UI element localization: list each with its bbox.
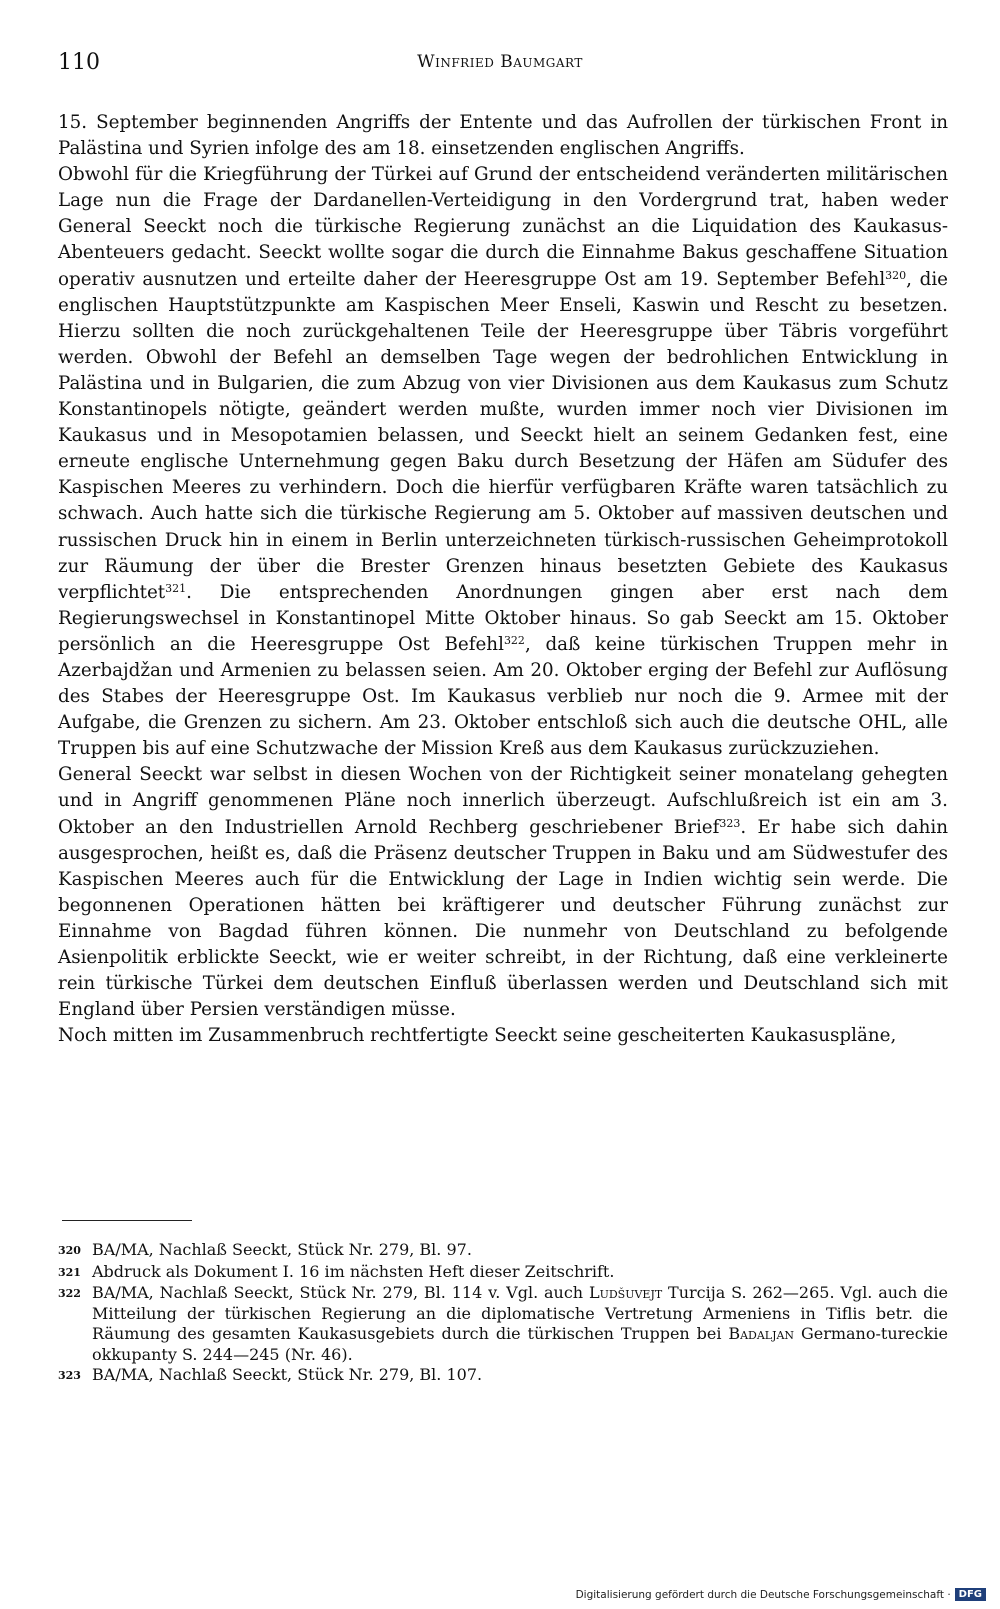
footnote-323 [58,1365,948,1387]
footnote-text: BA/MA, Nachlaß Seeckt, Stück Nr. 279, Bl. 107. [92,1365,483,1384]
footnote-number: 323 [58,1369,81,1382]
credit-text: Digitalisierung gefördert durch die Deutsche Forschungsgemeinschaft · [575,1588,951,1601]
footnote-rule [62,1220,192,1221]
footnote-ref-321[interactable]: 321 [165,581,187,595]
footnote-number: 322 [58,1287,81,1300]
dfg-logo-icon: DFG [955,1588,986,1601]
author-name: Badaljan [728,1324,795,1343]
page-number: 110 [58,50,100,75]
body-text [58,110,948,1049]
footnote-number: 320 [58,1244,81,1257]
paragraph-3: General Seeckt war selbst in diesen Wochen von der Richtigkeit seiner monatelang gehegten und in Angriff genommenen Pläne noch innerlich überzeugt. Aufschlußreich ist ein am 3. Oktober an den Industriellen Arnold Rechberg geschriebener Brief$^{323}$. Er habe sich dahin ausgesprochen, heißt es, daß die Präsenz deutscher Truppen in Baku und am Südwestufer des Kaspischen Meeres auch für die Entwicklung der Lage in Indien wichtig sein werde. Die begonnenen Operationen hätten bei kräftigerer und deutscher Führung zunächst zur Einnahme von Bagdad führen können. Die nunmehr von Deutschland zu befolgende Asienpolitik erblickte Seeckt, wie er weiter schreibt, in der Richtung, daß eine verkleinerte rein türkische Türkei dem deutschen Einfluß überlassen werden und Deutschland sich mit England über Persien verständigen müsse. [58,764,948,1021]
footnote-321 [58,1262,948,1284]
author-name: Ludšuvejt [588,1283,663,1302]
footnote-ref-322[interactable]: 322 [503,633,525,647]
footnote-text: BA/MA, Nachlaß Seeckt, Stück Nr. 279, Bl. 114 v. Vgl. auch Ludšuvejt Turcija S. 262—265. Vgl. auch die Mitteilung der türkischen Regierung an die diplomatische Vertretung Armeniens in Tiflis betr. die Räumung des gesamten Kaukasusgebiets durch die türkischen Truppen bei Badaljan Germano-tureckie okkupanty S. 244—245 (Nr. 46). [92,1283,949,1364]
running-head: Winfried Baumgart [417,52,583,72]
footnote-number: 321 [58,1265,81,1279]
footnote-320 [58,1240,948,1262]
footnote-ref-323[interactable]: 323 [719,816,741,830]
paragraph-2: Obwohl für die Kriegführung der Türkei auf Grund der entscheidend veränderten militärischen Lage nun die Frage der Dardanellen-Verteidigung in den Vordergrund trat, haben weder General Seeckt noch die türkische Regierung zunächst an die Liquidation des Kaukasus-Abenteuers gedacht. Seeckt wollte sogar die durch die Einnahme Bakus geschaffene Situation operativ ausnutzen und erteilte daher der Heeresgruppe Ost am 19. September Befehl$^{320}$, die englischen Hauptstützpunkte am Kaspischen Meer Enseli, Kaswin und Rescht zu besetzen. Hierzu sollten die noch zurückgehaltenen Teile der Heeresgruppe über Täbris vorgeführt werden. Obwohl der Befehl an demselben Tage wegen der bedrohlichen Entwicklung in Palästina und in Bulgarien, die zum Abzug von vier Divisionen aus dem Kaukasus zum Schutz Konstantinopels nötigte, geändert werden mußte, wurden immer noch vier Divisionen im Kaukasus und in Mesopotamien belassen, und Seeckt hielt an seinem Gedanken fest, eine erneute englische Unternehmung gegen Baku durch Besetzung der Häfen am Südufer des Kaspischen Meeres zu verhindern. Doch die hierfür verfügbaren Kräfte waren tatsächlich zu schwach. Auch hatte sich die türkische Regierung am 5. Oktober auf massiven deutschen und russischen Druck hin in einem in Berlin unterzeichneten türkisch-russischen Geheimprotokoll zur Räumung der über die Brester Grenzen hinaus besetzten Gebiete des Kaukasus verpflichtet$^{321}$. Die entsprechenden Anordnungen gingen aber erst nach dem Regierungswechsel in Konstantinopel Mitte Oktober hinaus. So gab Seeckt am 15. Oktober persönlich an die Heeresgruppe Ost Befehl$^{322}$, daß keine türkischen Truppen mehr in Azerbajdžan und Armenien zu belassen seien. Am 20. Oktober erging der Befehl zur Auflösung des Stabes der Heeresgruppe Ost. Im Kaukasus verblieb nur noch die 9. Armee mit der Aufgabe, die Grenzen zu sichern. Am 23. Oktober entschloß sich auch die deutsche OHL, alle Truppen bis auf eine Schutzwache der Mission Kreß aus dem Kaukasus zurückzuziehen. [58,164,949,760]
footnote-text: Abdruck als Dokument I. 16 im nächsten Heft dieser Zeitschrift. [92,1261,615,1281]
paragraph-4: Noch mitten im Zusammenbruch rechtfertigte Seeckt seine gescheiterten Kaukasuspläne, [58,1025,897,1047]
digitization-credit [576,1588,986,1601]
footnote-text: BA/MA, Nachlaß Seeckt, Stück Nr. 279, Bl. 97. [92,1240,472,1259]
page-header [58,50,942,80]
footnote-ref-320[interactable]: 320 [885,268,907,282]
footnote-322 [58,1283,948,1365]
paragraph-1: 15. September beginnenden Angriffs der Entente und das Aufrollen der türkischen Front in Palästina und Syrien infolge des am 18. einsetzenden englischen Angriffs. [58,112,948,160]
footnotes [58,1240,948,1387]
